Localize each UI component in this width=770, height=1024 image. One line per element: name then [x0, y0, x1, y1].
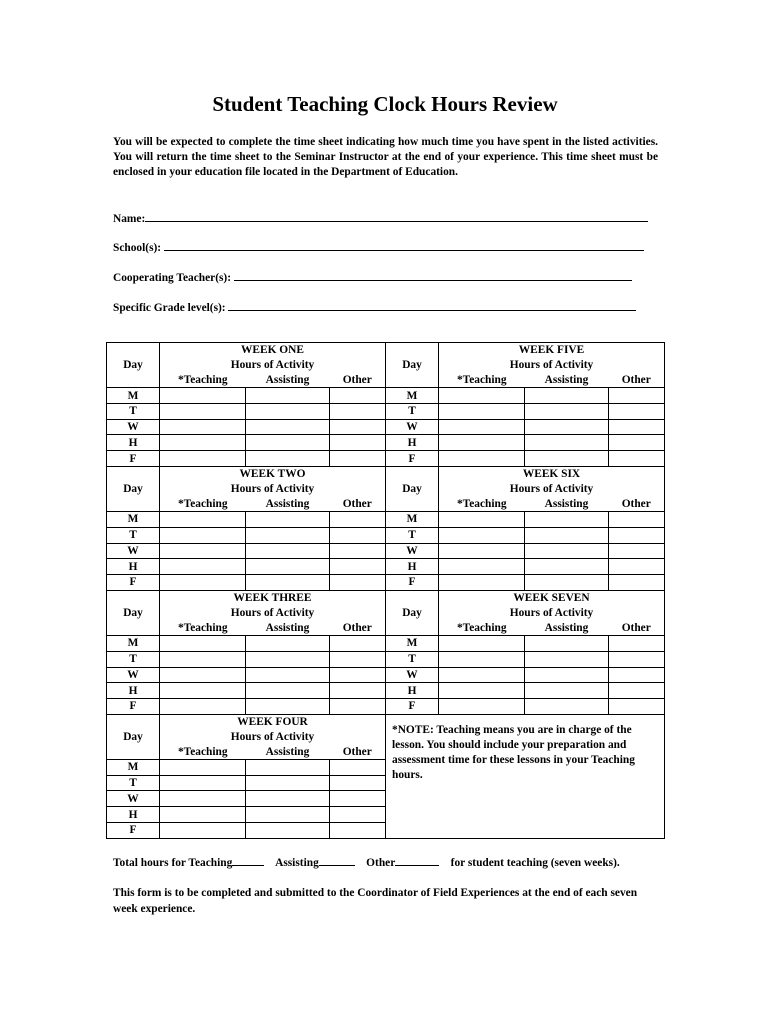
day-cell: T — [386, 651, 439, 667]
hours-of-activity-header: Hours of Activity — [439, 606, 665, 621]
assisting-header: Assisting — [246, 372, 330, 387]
day-cell: T — [107, 775, 160, 791]
teaching-entry[interactable] — [160, 388, 246, 404]
name-line[interactable] — [145, 211, 648, 222]
assisting-entry[interactable] — [246, 388, 330, 404]
name-label: Name: — [113, 213, 146, 225]
teaching-note: *NOTE: Teaching means you are in charge of the lesson. You should include your preparation and assessment time for these lessons in your Teaching hours. — [386, 714, 665, 838]
table-row — [107, 388, 665, 404]
teaching-entry[interactable] — [439, 636, 525, 652]
day-cell: H — [107, 683, 160, 699]
teaching-entry[interactable] — [160, 559, 246, 575]
teaching-entry[interactable] — [160, 822, 246, 838]
assisting-entry[interactable] — [525, 403, 609, 419]
instructions-paragraph: You will be expected to complete the time sheet indicating how much time you have spent in the listed activities. You will return the time sheet to the Seminar Instructor at the end of your experience. This time sheet must be enclosed in your education file located in the Department of Education. — [113, 136, 658, 178]
total-teaching-blank[interactable] — [232, 855, 264, 866]
table-row — [107, 543, 665, 559]
teaching-entry[interactable] — [439, 419, 525, 435]
assisting-entry[interactable] — [525, 559, 609, 575]
table-row — [107, 527, 665, 543]
day-cell: W — [386, 419, 439, 435]
total-teaching-label: Total hours for Teaching — [113, 857, 233, 869]
teaching-header: *Teaching — [160, 620, 246, 635]
assisting-header: Assisting — [246, 744, 330, 759]
teaching-entry[interactable] — [160, 403, 246, 419]
teaching-header: *Teaching — [160, 496, 246, 511]
assisting-entry[interactable] — [525, 435, 609, 451]
teaching-entry[interactable] — [160, 683, 246, 699]
grade-level-line[interactable] — [228, 300, 636, 311]
teaching-header: *Teaching — [160, 372, 246, 387]
other-entry[interactable] — [609, 559, 665, 575]
week-header: WEEK ONE — [160, 343, 386, 358]
cooperating-teacher-label: Cooperating Teacher(s): — [113, 272, 232, 284]
closing-paragraph: This form is to be completed and submitted to the Coordinator of Field Experiences at the end of each seven week experience. — [113, 887, 638, 915]
table-row — [107, 667, 665, 683]
day-cell: F — [386, 451, 439, 467]
week-header: WEEK TWO — [160, 466, 386, 481]
day-cell: F — [107, 575, 160, 591]
assisting-header: Assisting — [246, 620, 330, 635]
teaching-entry[interactable] — [160, 759, 246, 775]
day-cell: M — [107, 636, 160, 652]
page-title: Student Teaching Clock Hours Review — [212, 92, 558, 116]
day-cell: M — [386, 388, 439, 404]
assisting-header: Assisting — [525, 372, 609, 387]
day-cell: T — [107, 403, 160, 419]
assisting-entry[interactable] — [246, 451, 330, 467]
week-header: WEEK SIX — [439, 466, 665, 481]
day-cell: F — [107, 822, 160, 838]
teaching-header: *Teaching — [439, 620, 525, 635]
other-entry[interactable] — [609, 527, 665, 543]
assisting-entry[interactable] — [525, 683, 609, 699]
assisting-entry[interactable] — [246, 527, 330, 543]
day-header: Day — [107, 343, 160, 388]
teaching-header: *Teaching — [160, 744, 246, 759]
teaching-header: *Teaching — [439, 496, 525, 511]
other-header: Other — [330, 620, 386, 635]
assisting-header: Assisting — [246, 496, 330, 511]
other-header: Other — [330, 744, 386, 759]
assisting-entry[interactable] — [246, 435, 330, 451]
other-entry[interactable] — [330, 699, 386, 715]
table-row — [107, 575, 665, 591]
other-entry[interactable] — [330, 559, 386, 575]
table-row — [107, 403, 665, 419]
other-entry[interactable] — [609, 651, 665, 667]
other-entry[interactable] — [330, 575, 386, 591]
teaching-entry[interactable] — [160, 699, 246, 715]
day-cell: W — [107, 667, 160, 683]
day-cell: H — [386, 435, 439, 451]
day-cell: T — [386, 403, 439, 419]
week-header-row — [107, 590, 665, 605]
other-entry[interactable] — [330, 651, 386, 667]
assisting-entry[interactable] — [246, 403, 330, 419]
other-entry[interactable] — [330, 451, 386, 467]
day-cell: W — [107, 791, 160, 807]
teaching-entry[interactable] — [160, 791, 246, 807]
teaching-entry[interactable] — [439, 667, 525, 683]
teaching-entry[interactable] — [160, 636, 246, 652]
hours-of-activity-header: Hours of Activity — [160, 606, 386, 621]
assisting-entry[interactable] — [246, 651, 330, 667]
other-entry[interactable] — [609, 403, 665, 419]
teaching-entry[interactable] — [439, 683, 525, 699]
day-cell: M — [386, 636, 439, 652]
table-row — [107, 683, 665, 699]
teaching-entry[interactable] — [160, 435, 246, 451]
other-entry[interactable] — [330, 388, 386, 404]
table-row — [107, 559, 665, 575]
day-cell: H — [386, 683, 439, 699]
day-cell: M — [107, 759, 160, 775]
table-row — [107, 651, 665, 667]
teaching-entry[interactable] — [160, 512, 246, 528]
week-header: WEEK SEVEN — [439, 590, 665, 605]
other-entry[interactable] — [330, 527, 386, 543]
hours-of-activity-header: Hours of Activity — [160, 482, 386, 497]
assisting-entry[interactable] — [246, 559, 330, 575]
teaching-entry[interactable] — [160, 451, 246, 467]
day-cell: W — [386, 543, 439, 559]
hours-of-activity-header: Hours of Activity — [439, 482, 665, 497]
assisting-entry[interactable] — [525, 512, 609, 528]
cooperating-teacher-field[interactable] — [113, 270, 632, 284]
table-row — [107, 636, 665, 652]
day-cell: W — [107, 419, 160, 435]
clock-hours-table — [106, 342, 665, 839]
day-header: Day — [107, 466, 160, 511]
assisting-header: Assisting — [525, 620, 609, 635]
day-cell: M — [386, 512, 439, 528]
other-entry[interactable] — [609, 683, 665, 699]
totals-line — [113, 855, 620, 869]
other-entry[interactable] — [609, 699, 665, 715]
day-cell: W — [107, 543, 160, 559]
total-assisting-blank[interactable] — [319, 855, 355, 866]
table-row — [107, 451, 665, 467]
table-row — [107, 699, 665, 715]
assisting-entry[interactable] — [246, 699, 330, 715]
other-entry[interactable] — [330, 543, 386, 559]
teaching-entry[interactable] — [439, 527, 525, 543]
hours-of-activity-header: Hours of Activity — [160, 358, 386, 373]
teaching-entry[interactable] — [439, 435, 525, 451]
day-cell: F — [107, 451, 160, 467]
other-header: Other — [330, 496, 386, 511]
other-entry[interactable] — [330, 807, 386, 823]
other-entry[interactable] — [609, 388, 665, 404]
teaching-entry[interactable] — [439, 699, 525, 715]
assisting-entry[interactable] — [525, 667, 609, 683]
other-entry[interactable] — [609, 451, 665, 467]
day-cell: H — [107, 807, 160, 823]
other-entry[interactable] — [330, 435, 386, 451]
other-entry[interactable] — [330, 775, 386, 791]
assisting-entry[interactable] — [246, 636, 330, 652]
other-entry[interactable] — [609, 512, 665, 528]
teaching-entry[interactable] — [439, 559, 525, 575]
day-cell: W — [386, 667, 439, 683]
day-cell: H — [107, 559, 160, 575]
teaching-entry[interactable] — [439, 651, 525, 667]
total-other-blank[interactable] — [395, 855, 439, 866]
other-header: Other — [609, 372, 665, 387]
total-other-label: Other — [366, 857, 396, 869]
day-cell: F — [386, 575, 439, 591]
teaching-entry[interactable] — [439, 512, 525, 528]
cooperating-teacher-line[interactable] — [234, 270, 632, 281]
assisting-entry[interactable] — [246, 775, 330, 791]
hours-of-activity-header: Hours of Activity — [439, 358, 665, 373]
assisting-entry[interactable] — [246, 759, 330, 775]
day-cell: F — [386, 699, 439, 715]
other-entry[interactable] — [330, 667, 386, 683]
other-entry[interactable] — [609, 667, 665, 683]
day-header: Day — [107, 714, 160, 759]
assisting-entry[interactable] — [246, 543, 330, 559]
assisting-entry[interactable] — [525, 388, 609, 404]
teaching-entry[interactable] — [439, 403, 525, 419]
assisting-entry[interactable] — [525, 651, 609, 667]
teaching-entry[interactable] — [160, 775, 246, 791]
day-cell: M — [107, 388, 160, 404]
name-field[interactable] — [113, 211, 648, 225]
day-cell: T — [107, 651, 160, 667]
other-entry[interactable] — [609, 636, 665, 652]
other-header: Other — [330, 372, 386, 387]
school-line[interactable] — [164, 240, 644, 251]
teaching-entry[interactable] — [160, 651, 246, 667]
assisting-entry[interactable] — [525, 699, 609, 715]
teaching-entry[interactable] — [439, 575, 525, 591]
other-entry[interactable] — [330, 822, 386, 838]
total-assisting-label: Assisting — [275, 857, 319, 869]
teaching-entry[interactable] — [160, 419, 246, 435]
grade-level-label: Specific Grade level(s): — [113, 302, 226, 314]
assisting-entry[interactable] — [525, 419, 609, 435]
grade-level-field[interactable] — [113, 300, 636, 314]
assisting-header: Assisting — [525, 496, 609, 511]
other-entry[interactable] — [330, 419, 386, 435]
other-entry[interactable] — [330, 759, 386, 775]
teaching-entry[interactable] — [160, 575, 246, 591]
other-entry[interactable] — [330, 512, 386, 528]
other-entry[interactable] — [330, 683, 386, 699]
assisting-entry[interactable] — [525, 575, 609, 591]
table-row — [107, 419, 665, 435]
day-cell: T — [386, 527, 439, 543]
other-entry[interactable] — [609, 575, 665, 591]
other-header: Other — [609, 620, 665, 635]
teaching-entry[interactable] — [160, 807, 246, 823]
teaching-entry[interactable] — [160, 527, 246, 543]
week-header: WEEK THREE — [160, 590, 386, 605]
teaching-entry[interactable] — [439, 451, 525, 467]
assisting-entry[interactable] — [246, 822, 330, 838]
assisting-entry[interactable] — [525, 543, 609, 559]
assisting-entry[interactable] — [246, 807, 330, 823]
school-label: School(s): — [113, 242, 162, 254]
teaching-entry[interactable] — [160, 667, 246, 683]
week-header-row — [107, 343, 665, 358]
other-entry[interactable] — [330, 791, 386, 807]
assisting-entry[interactable] — [246, 667, 330, 683]
week-header: WEEK FOUR — [160, 714, 386, 729]
week-header: WEEK FIVE — [439, 343, 665, 358]
day-cell: F — [107, 699, 160, 715]
teaching-entry[interactable] — [439, 388, 525, 404]
teaching-entry[interactable] — [160, 543, 246, 559]
assisting-entry[interactable] — [246, 575, 330, 591]
assisting-entry[interactable] — [246, 419, 330, 435]
teaching-header: *Teaching — [439, 372, 525, 387]
day-header: Day — [386, 343, 439, 388]
week-header-row — [107, 466, 665, 481]
day-header: Day — [386, 466, 439, 511]
assisting-entry[interactable] — [525, 527, 609, 543]
other-entry[interactable] — [609, 543, 665, 559]
hours-of-activity-header: Hours of Activity — [160, 730, 386, 745]
other-entry[interactable] — [330, 636, 386, 652]
assisting-entry[interactable] — [525, 636, 609, 652]
assisting-entry[interactable] — [246, 791, 330, 807]
totals-suffix: for student teaching (seven weeks). — [450, 857, 620, 869]
week-header-row — [107, 714, 665, 729]
other-entry[interactable] — [609, 419, 665, 435]
teaching-entry[interactable] — [439, 543, 525, 559]
school-field[interactable] — [113, 240, 644, 254]
day-cell: H — [107, 435, 160, 451]
other-entry[interactable] — [609, 435, 665, 451]
day-cell: M — [107, 512, 160, 528]
assisting-entry[interactable] — [246, 683, 330, 699]
assisting-entry[interactable] — [525, 451, 609, 467]
other-header: Other — [609, 496, 665, 511]
day-cell: H — [386, 559, 439, 575]
day-header: Day — [107, 590, 160, 635]
other-entry[interactable] — [330, 403, 386, 419]
table-row — [107, 435, 665, 451]
assisting-entry[interactable] — [246, 512, 330, 528]
day-header: Day — [386, 590, 439, 635]
table-row — [107, 512, 665, 528]
day-cell: T — [107, 527, 160, 543]
